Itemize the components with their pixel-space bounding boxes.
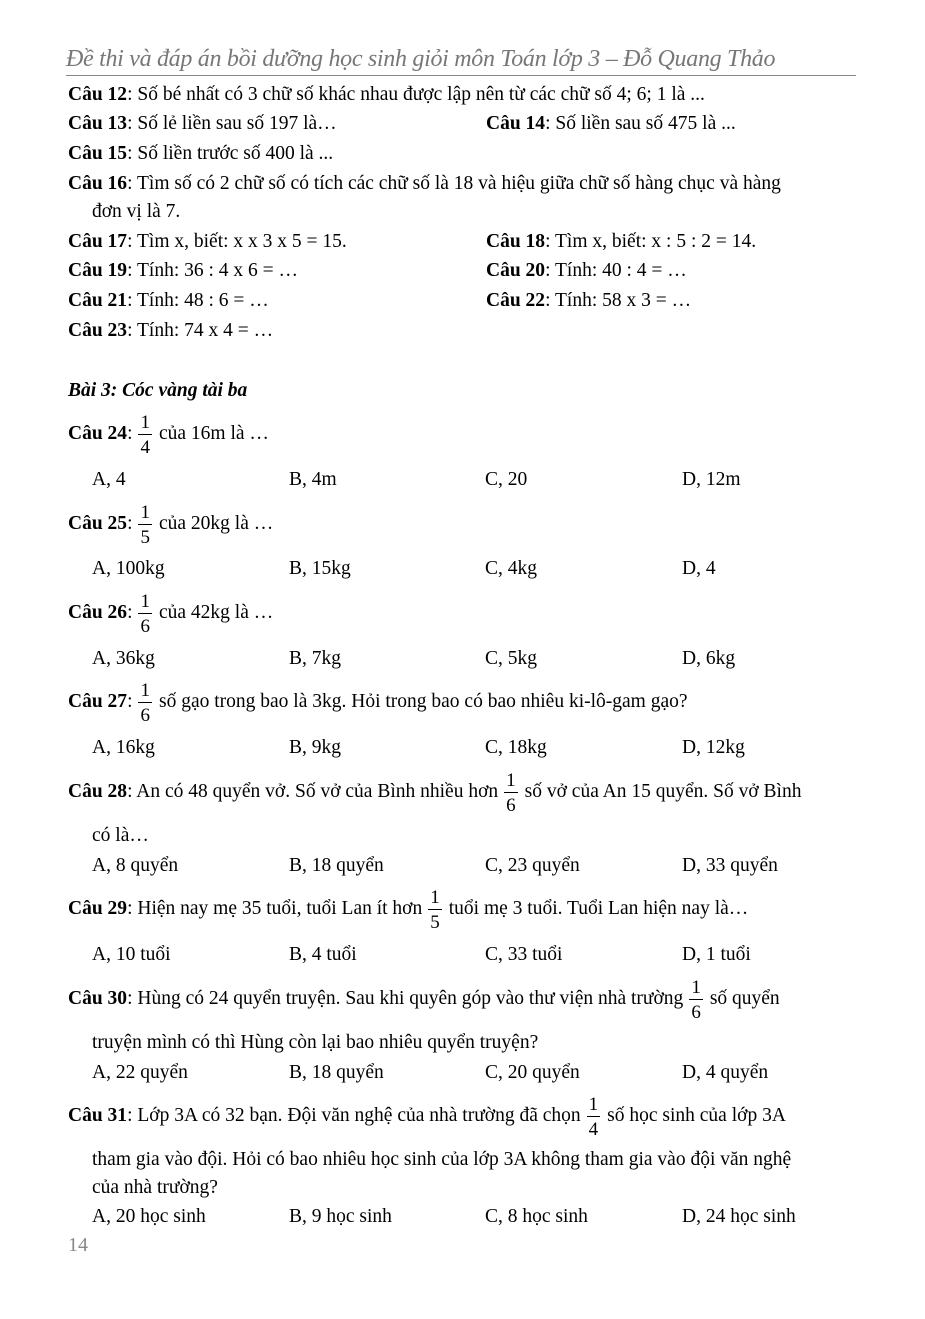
question-28-continued: có là… — [92, 825, 149, 846]
question-text: : Hiện nay mẹ 35 tuổi, tuổi Lan ít hơn — [127, 898, 423, 919]
option-a: A, 22 quyển — [92, 1062, 188, 1083]
option-c: C, 5kg — [485, 648, 538, 669]
question-text: : Tính: 40 : 4 = … — [545, 260, 687, 281]
question-label: Câu 14 — [486, 113, 546, 134]
question-label: Câu 18 — [486, 231, 546, 252]
question-text: số gạo trong bao là 3kg. Hỏi trong bao có bao nhiêu ki-lô-gam gạo? — [158, 691, 688, 712]
option-c: C, 20 quyển — [485, 1062, 580, 1083]
option-d: D, 4 — [682, 558, 716, 579]
question-29 — [68, 883, 748, 935]
question-label: Câu 15 — [68, 143, 128, 164]
question-text: : Số liền trước số 400 là ... — [127, 143, 334, 164]
running-header: Đề thi và đáp án bồi dưỡng học sinh giỏi môn Toán lớp 3 – Đỗ Quang Thảo — [66, 46, 776, 72]
question-text: của 42kg là … — [158, 602, 274, 623]
question-23 — [68, 319, 273, 343]
question-18 — [486, 230, 756, 254]
option-a: A, 8 quyển — [92, 855, 179, 876]
question-label: Câu 31 — [68, 1105, 128, 1126]
option-a: A, 4 — [92, 469, 126, 490]
question-label: Câu 26 — [68, 602, 128, 623]
question-12 — [68, 83, 705, 107]
question-label: Câu 12 — [68, 84, 128, 105]
option-d: D, 1 tuổi — [682, 944, 751, 965]
option-d: D, 4 quyển — [682, 1062, 769, 1083]
page-number: 14 — [68, 1234, 88, 1256]
question-text-after: số vở của An 15 quyển. Số vở Bình — [524, 781, 802, 802]
question-label: Câu 28 — [68, 781, 128, 802]
question-label: Câu 20 — [486, 260, 546, 281]
question-31-continued-2: của nhà trường? — [92, 1177, 218, 1198]
question-text: của 16m là … — [158, 423, 269, 444]
question-label: Câu 27 — [68, 691, 128, 712]
question-26: Câu 26: $\frac{1}{6}$ của 42kg là … — [68, 590, 274, 637]
question-label: Câu 22 — [486, 290, 546, 311]
option-b: B, 18 quyển — [289, 1062, 384, 1083]
question-text: : Tính: 58 x 3 = … — [545, 290, 692, 311]
question-text: : Lớp 3A có 32 bạn. Đội văn nghệ của nhà trường đã chọn — [127, 1105, 581, 1126]
question-31-continued: tham gia vào đội. Hỏi có bao nhiêu học sinh của lớp 3A không tham gia vào đội văn nghệ — [92, 1149, 792, 1170]
question-24: Câu 24: $\frac{1}{4}$ của 16m là … — [68, 411, 269, 458]
question-text: của 20kg là … — [158, 513, 274, 534]
option-c: C, 23 quyển — [485, 855, 580, 876]
option-b: B, 9kg — [289, 737, 342, 758]
option-a: A, 20 học sinh — [92, 1206, 206, 1227]
question-15 — [68, 142, 333, 166]
question-label: Câu 16 — [68, 173, 128, 194]
option-b: B, 15kg — [289, 558, 351, 579]
question-text: : Tìm x, biết: x x 3 x 5 = 15. — [127, 231, 347, 252]
question-text: : Tính: 48 : 6 = … — [127, 290, 269, 311]
option-b: B, 18 quyển — [289, 855, 384, 876]
section-heading: Bài 3: Cóc vàng tài ba — [68, 380, 248, 401]
question-text: : Hùng có 24 quyển truyện. Sau khi quyên góp vào thư viện nhà trường — [127, 988, 684, 1009]
question-16-continued: đơn vị là 7. — [92, 201, 181, 222]
question-label: Câu 23 — [68, 320, 128, 341]
question-text: : Số liền sau số 475 là ... — [545, 113, 736, 134]
question-30 — [68, 973, 780, 1025]
question-19 — [68, 259, 298, 283]
question-16 — [68, 172, 781, 196]
question-text: : Số lẻ liền sau số 197 là… — [127, 113, 337, 134]
fraction: $\frac{1}{4}$ — [588, 1093, 599, 1140]
option-a: A, 10 tuổi — [92, 944, 171, 965]
question-text-after: số học sinh của lớp 3A — [607, 1105, 786, 1126]
question-text: : Tìm số có 2 chữ số có tích các chữ số là 18 và hiệu giữa chữ số hàng chục và hàng — [127, 173, 781, 194]
option-b: B, 4m — [289, 469, 337, 490]
question-label: Câu 13 — [68, 113, 128, 134]
option-d: D, 33 quyển — [682, 855, 778, 876]
question-17 — [68, 230, 347, 254]
question-text: : Tính: 36 : 4 x 6 = … — [127, 260, 299, 281]
option-b: B, 4 tuổi — [289, 944, 357, 965]
question-label: Câu 21 — [68, 290, 128, 311]
question-21 — [68, 289, 269, 313]
option-d: D, 12m — [682, 469, 741, 490]
question-28 — [68, 766, 801, 818]
question-14 — [486, 112, 736, 136]
option-a: A, 36kg — [92, 648, 155, 669]
question-text-after: tuổi mẹ 3 tuổi. Tuổi Lan hiện nay là… — [448, 898, 749, 919]
question-30-continued: truyện mình có thì Hùng còn lại bao nhiêu quyển truyện? — [92, 1032, 539, 1053]
question-25: Câu 25: $\frac{1}{5}$ của 20kg là … — [68, 501, 274, 548]
option-c: C, 4kg — [485, 558, 538, 579]
fraction: $\frac{1}{6}$ — [140, 679, 150, 726]
question-label: Câu 24 — [68, 423, 128, 444]
question-text: : Tính: 74 x 4 = … — [127, 320, 274, 341]
question-13 — [68, 112, 337, 136]
fraction: $\frac{1}{5}$ — [140, 501, 150, 548]
option-d: D, 12kg — [682, 737, 745, 758]
question-label: Câu 29 — [68, 898, 128, 919]
question-31 — [68, 1090, 786, 1142]
question-label: Câu 25 — [68, 513, 128, 534]
fraction: $\frac{1}{6}$ — [691, 976, 701, 1023]
question-text: : Tìm x, biết: x : 5 : 2 = 14. — [545, 231, 757, 252]
fraction: $\frac{1}{5}$ — [430, 886, 440, 933]
fraction: $\frac{1}{4}$ — [140, 411, 150, 458]
header-rule — [66, 75, 856, 76]
question-text: : Số bé nhất có 3 chữ số khác nhau được lập nên từ các chữ số 4; 6; 1 là ... — [127, 84, 705, 105]
option-d: D, 24 học sinh — [682, 1206, 796, 1227]
option-a: A, 16kg — [92, 737, 155, 758]
question-text-after: số quyển — [709, 988, 780, 1009]
option-c: C, 33 tuổi — [485, 944, 563, 965]
option-c: C, 8 học sinh — [485, 1206, 588, 1227]
question-label: Câu 30 — [68, 988, 128, 1009]
fraction: $\frac{1}{6}$ — [506, 769, 516, 816]
question-text: : An có 48 quyển vở. Số vở của Bình nhiều hơn — [127, 781, 499, 802]
option-b: B, 7kg — [289, 648, 342, 669]
option-d: D, 6kg — [682, 648, 736, 669]
question-22 — [486, 289, 691, 313]
question-20 — [486, 259, 687, 283]
question-27: Câu 27: $\frac{1}{6}$ số gạo trong bao là 3kg. Hỏi trong bao có bao nhiêu ki-lô-gam gạo? — [68, 679, 688, 726]
question-label: Câu 19 — [68, 260, 128, 281]
option-a: A, 100kg — [92, 558, 165, 579]
option-c: C, 20 — [485, 469, 528, 490]
question-label: Câu 17 — [68, 231, 128, 252]
option-b: B, 9 học sinh — [289, 1206, 392, 1227]
fraction: $\frac{1}{6}$ — [140, 590, 150, 637]
option-c: C, 18kg — [485, 737, 547, 758]
